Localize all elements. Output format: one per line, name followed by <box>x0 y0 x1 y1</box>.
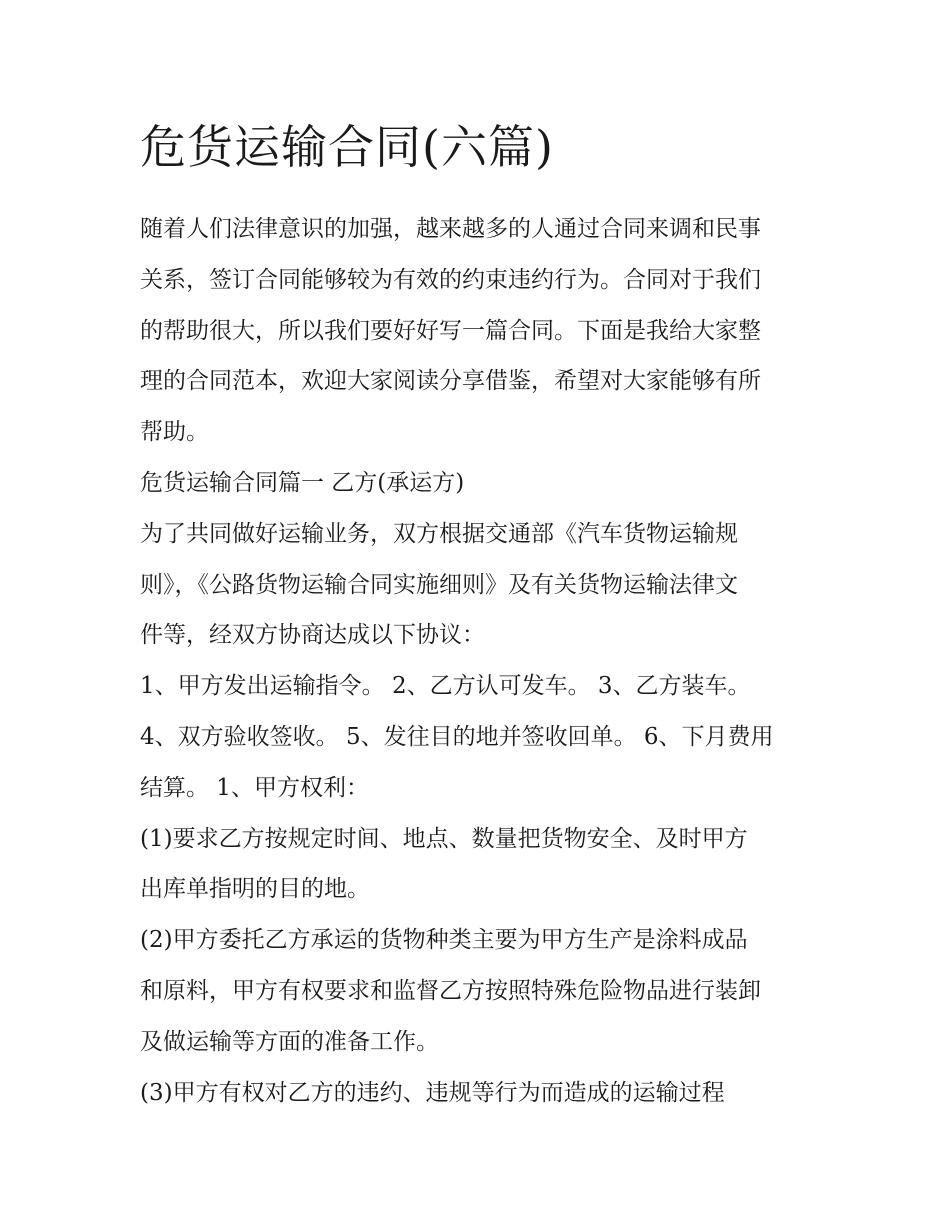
document-body <box>140 112 820 1118</box>
text-line: (1)要求乙方按规定时间、地点、数量把货物安全、及时甲方 <box>140 825 748 852</box>
section-heading: 危货运输合同篇一 乙方(承运方) <box>140 469 465 496</box>
text-line: 1、甲方发出运输指令。 2、乙方认可发车。 3、乙方装车。 <box>140 673 751 700</box>
text-line: 则》，《公路货物运输合同实施细则》及有关货物运输法律文 <box>140 571 738 598</box>
text-line: (2)甲方委托乙方承运的货物种类主要为甲方生产是涂料成品 <box>140 927 748 954</box>
text-line: 的帮助很大，所以我们要好好写一篇合同。下面是我给大家整 <box>140 317 761 344</box>
text-line: 和原料，甲方有权要求和监督乙方按照特殊危险物品进行装卸 <box>140 977 761 1004</box>
text-line: 及做运输等方面的准备工作。 <box>140 1028 439 1055</box>
text-line: 件等，经双方协商达成以下协议： <box>140 622 485 649</box>
text-line: 理的合同范本，欢迎大家阅读分享借鉴，希望对大家能够有所 <box>140 368 761 395</box>
text-line: 4、双方验收签收。 5、发往目的地并签收回单。 6、下月费用 <box>140 723 774 750</box>
text-line: 随着人们法律意识的加强，越来越多的人通过合同来调和民事 <box>140 216 761 242</box>
text-line: 帮助。 <box>140 419 209 446</box>
text-line: 结算。 1、甲方权利： <box>140 774 369 801</box>
text-line: (3)甲方有权对乙方的违约、违规等行为而造成的运输过程 <box>140 1079 725 1106</box>
text-line: 为了共同做好运输业务，双方根据交通部《汽车货物运输规 <box>140 520 738 547</box>
document-title: 危货运输合同(六篇) <box>140 120 554 174</box>
text-line: 关系，签订合同能够较为有效的约束违约行为。合同对于我们 <box>140 266 761 293</box>
text-line: 出库单指明的目的地。 <box>140 876 370 903</box>
